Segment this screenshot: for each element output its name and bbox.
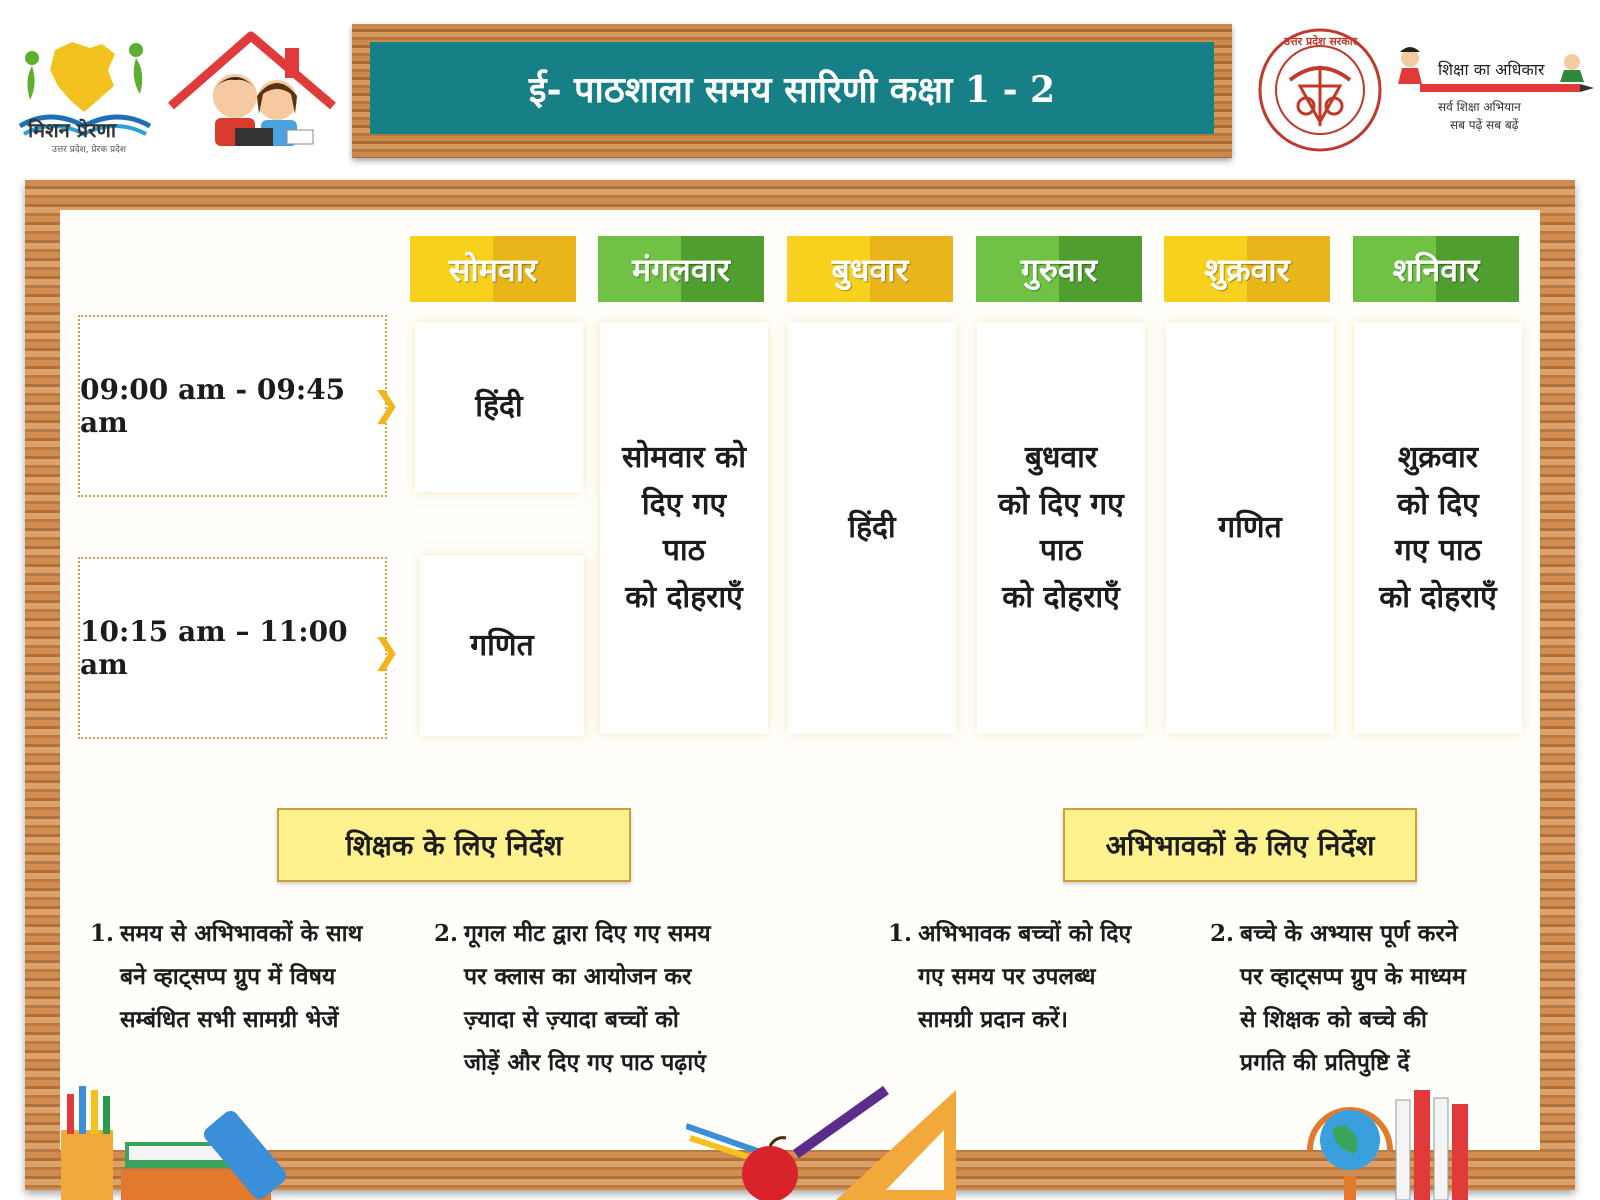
chevron-right-icon: ❯ [372, 632, 401, 672]
instruction-line: बच्चे के अभ्यास पूर्ण करने [1240, 920, 1458, 947]
day-header-wednesday: बुधवार [787, 236, 953, 302]
monday-slot-1-subject: हिंदी [475, 388, 523, 424]
day-header-tuesday: मंगलवार [598, 236, 764, 302]
kids-with-laptop-icon [165, 30, 340, 160]
tuesday-line: पाठ [662, 533, 706, 568]
day-header-friday: शुक्रवार [1164, 236, 1330, 302]
instruction-line: पर क्लास का आयोजन कर [464, 963, 692, 990]
rte-subtitle: सर्व शिक्षा अभियान [1438, 100, 1521, 114]
day-header-monday: सोमवार [410, 236, 576, 302]
page-title: ई- पाठशाला समय सारिणी कक्षा 1 - 2 [370, 42, 1214, 134]
list-number: 2. [434, 920, 459, 947]
tuesday-line: को दोहराएँ [625, 579, 743, 615]
tuesday-cell [600, 322, 768, 734]
friday-subject: गणित [1218, 509, 1282, 545]
list-number: 1. [90, 920, 115, 947]
instruction-line: प्रगति की प्रतिपुष्टि दें [1240, 1049, 1410, 1076]
title-frame [352, 24, 1232, 158]
thursday-line: को दोहराएँ [1002, 579, 1120, 615]
day-header-thursday: गुरुवार [976, 236, 1142, 302]
mission-prerna-logo [10, 30, 160, 160]
instruction-line: से शिक्षक को बच्चे की [1240, 1006, 1427, 1033]
seal-text: उत्तर प्रदेश सरकार [1284, 35, 1358, 48]
globe-and-books-icon [1296, 1080, 1496, 1200]
instruction-line: सामग्री प्रदान करें। [918, 1006, 1069, 1033]
thursday-line: बुधवार [1024, 440, 1098, 475]
tuesday-line: सोमवार को [622, 440, 746, 475]
instruction-line: गए समय पर उपलब्ध [918, 963, 1096, 990]
logo-tagline: उत्तर प्रदेश, प्रेरक प्रदेश [52, 145, 127, 155]
rte-slogan: सब पढ़ें सब बढ़ें [1450, 118, 1519, 132]
instruction-line: समय से अभिभावकों के साथ [120, 920, 363, 947]
day-header-saturday: शनिवार [1353, 236, 1519, 302]
wednesday-subject: हिंदी [848, 509, 896, 545]
time-slot-1 [78, 315, 387, 497]
rte-title: शिक्षा का अधिकार [1438, 60, 1545, 79]
teacher-instruction-1 [90, 912, 420, 1041]
thursday-line: पाठ [1039, 533, 1083, 568]
saturday-cell [1354, 322, 1522, 734]
friday-cell [1166, 322, 1334, 734]
instruction-line: ज़्यादा से ज़्यादा बच्चों को [464, 1006, 679, 1033]
monday-slot-1-cell [415, 322, 583, 492]
monday-slot-2-cell [420, 556, 584, 736]
right-to-education-logo [1390, 40, 1595, 150]
apple-and-ruler-icon [686, 1080, 966, 1200]
list-number: 1. [888, 920, 913, 947]
teacher-instruction-2 [434, 912, 784, 1084]
saturday-line: गए पाठ [1394, 533, 1482, 568]
thursday-line: को दिए गए [998, 486, 1124, 522]
instruction-line: सम्बंधित सभी सामग्री भेजें [120, 1006, 339, 1033]
wednesday-cell [788, 322, 956, 734]
time-slot-2-label: 10:15 am – 11:00 am [80, 615, 348, 681]
teacher-instructions-heading: शिक्षक के लिए निर्देश [277, 808, 631, 882]
chevron-right-icon: ❯ [372, 385, 401, 425]
tuesday-line: दिए गए [641, 486, 727, 522]
up-government-seal [1256, 26, 1384, 154]
saturday-line: को दिए [1397, 486, 1479, 522]
parent-instructions-heading: अभिभावकों के लिए निर्देश [1063, 808, 1417, 882]
saturday-line: को दोहराएँ [1379, 579, 1497, 615]
instruction-line: गूगल मीट द्वारा दिए गए समय [464, 920, 711, 947]
logo-name: मिशन प्रेरणा [28, 118, 117, 142]
children-reading-illustration [165, 30, 340, 160]
instruction-line: पर व्हाट्सप्प ग्रुप के माध्यम [1240, 963, 1466, 990]
instruction-line: बने व्हाट्सप्प ग्रुप में विषय [120, 963, 336, 990]
books-and-pencils-icon [55, 1080, 355, 1200]
instruction-line: जोड़ें और दिए गए पाठ पढ़ाएं [464, 1049, 706, 1076]
parent-instruction-1 [888, 912, 1208, 1041]
list-number: 2. [1210, 920, 1235, 947]
instruction-line: अभिभावक बच्चों को दिए [918, 920, 1132, 947]
time-slot-1-label: 09:00 am - 09:45 am [80, 373, 346, 439]
parent-instruction-2 [1210, 912, 1560, 1084]
monday-slot-2-subject: गणित [470, 627, 534, 663]
thursday-cell [977, 322, 1145, 734]
saturday-line: शुक्रवार [1397, 440, 1479, 475]
time-slot-2 [78, 557, 387, 739]
